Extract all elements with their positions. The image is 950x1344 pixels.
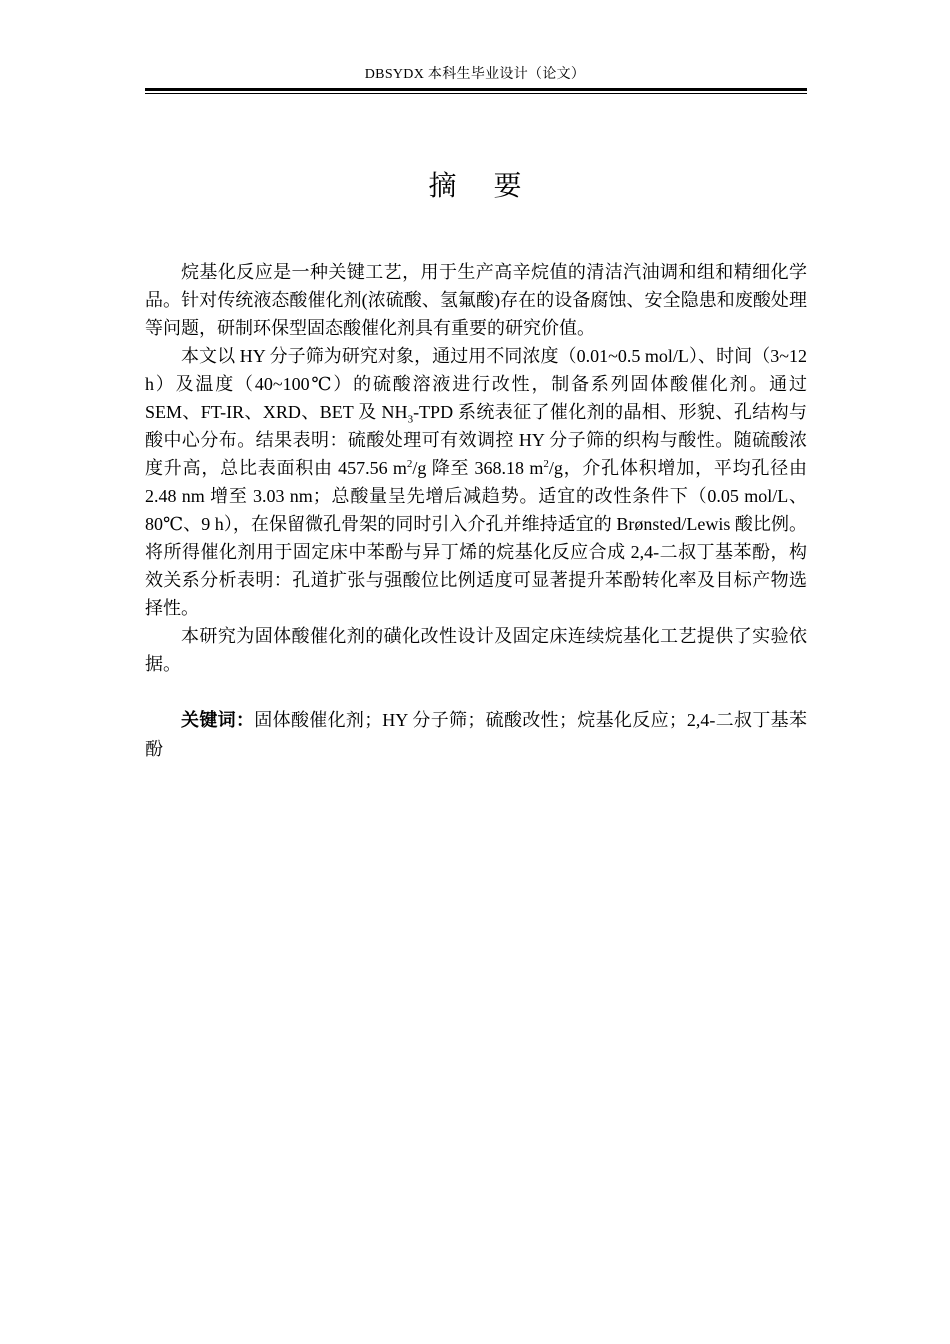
abstract-paragraph-3: 本研究为固体酸催化剂的磺化改性设计及固定床连续烷基化工艺提供了实验依据。 — [145, 626, 807, 674]
header-rule-thin — [145, 93, 807, 94]
abstract-paragraph-1: 烷基化反应是一种关键工艺，用于生产高辛烷值的清洁汽油调和组和精细化学品。针对传统液态酸催化剂(浓硫酸、氢氟酸)存在的设备腐蚀、安全隐患和废酸处理等问题，研制环保型固态酸催化剂具有重要的研究价值。 — [145, 262, 807, 338]
m2-superscript-2: 2 — [543, 458, 549, 470]
paragraph-2-text-d: /g，介孔体积增加，平均孔径由 2.48 nm 增至 3.03 nm；总酸量呈先增后减趋势。适宜的改性条件下（0.05 mol/L、80℃、9 h），在保留微孔骨架的同时引入介孔并维持适宜的 Brønsted/Lewis 酸比例。将所得催化剂用于固定床中苯酚与异丁烯的烷基化反应合成 2,4-二叔丁基苯酚，构效关系分析表明：孔道扩张与强酸位比例适度可显著提升苯酚转化率及目标产物选择性。 — [145, 458, 808, 618]
page-header: DBSYDX 本科生毕业设计（论文） — [364, 67, 586, 82]
paragraph-2-text-b: -TPD 系统表征了催化剂的晶相、形貌、孔结构与酸中心分布。结果表明：硫酸处理可有效调控 HY 分子筛的织构与酸性。随硫酸浓度升高，总比表面积由 457.56 m — [145, 402, 808, 478]
keywords-label: 关键词： — [181, 710, 255, 731]
abstract-title: 摘 要 — [428, 169, 536, 202]
paragraph-2-text-a: 本文以 HY 分子筛为研究对象，通过用不同浓度（0.01~0.5 mol/L）、时间（3~12 h）及温度（40~100℃）的硫酸溶液进行改性，制备系列固体酸催化剂。通过 SEM、FT-IR、XRD、BET 及 NH — [145, 346, 807, 422]
keywords-text: 固体酸催化剂；HY 分子筛；硫酸改性；烷基化反应；2,4-二叔丁基苯酚 — [145, 710, 808, 759]
header-rule-thick — [145, 88, 807, 91]
keywords-line — [145, 706, 807, 763]
abstract-paragraph-2 — [145, 342, 807, 622]
abstract-body — [145, 258, 807, 781]
m2-superscript-1: 2 — [406, 458, 413, 470]
paragraph-2-text-c: /g 降至 368.18 m — [412, 458, 544, 478]
nh3-subscript: 3 — [407, 413, 414, 426]
